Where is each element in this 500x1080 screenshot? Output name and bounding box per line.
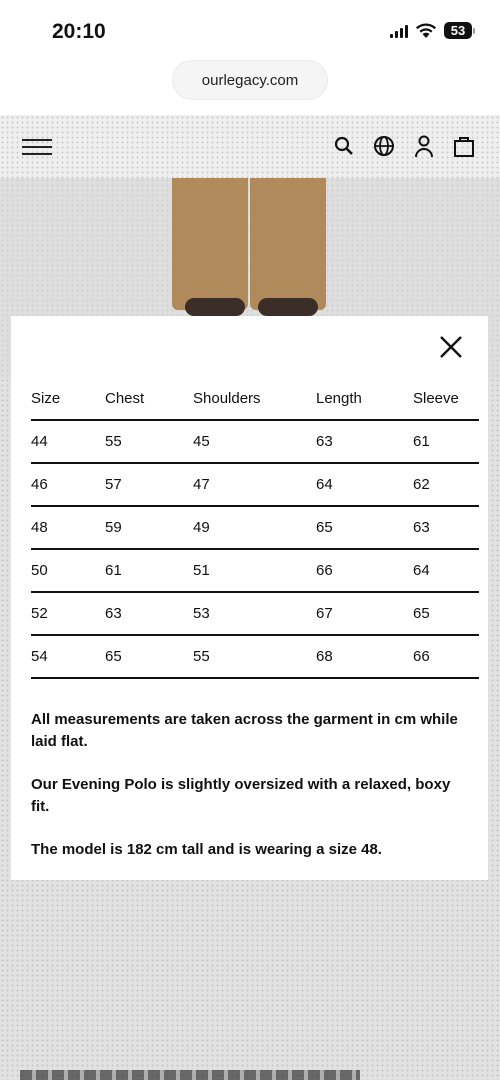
site-header: [0, 115, 500, 178]
table-row: [31, 549, 479, 592]
table-row: [31, 420, 479, 463]
header-chest: Chest: [105, 378, 193, 420]
cell-size: 48: [31, 506, 105, 549]
cell-chest: 65: [105, 635, 193, 678]
cell-shoulders: 49: [193, 506, 316, 549]
table-row: [31, 463, 479, 506]
size-table: [31, 378, 479, 679]
cell-length: 68: [316, 635, 413, 678]
globe-icon[interactable]: [372, 134, 396, 158]
search-icon[interactable]: [332, 134, 356, 158]
table-row: [31, 506, 479, 549]
battery-icon: 53: [444, 22, 472, 39]
cellular-signal-icon: [390, 24, 408, 38]
cell-size: 52: [31, 592, 105, 635]
shoe-right: [258, 298, 318, 316]
wifi-icon: [415, 23, 437, 39]
close-icon[interactable]: [438, 334, 464, 360]
cell-shoulders: 53: [193, 592, 316, 635]
table-row: [31, 592, 479, 635]
note-measurements: All measurements are taken across the garment in cm while laid flat.: [31, 711, 458, 750]
url-bar[interactable]: ourlegacy.com: [172, 60, 328, 100]
obscured-text-strip: [20, 1070, 360, 1080]
header-sleeve: Sleeve: [413, 378, 479, 420]
note-model: The model is 182 cm tall and is wearing a size 48.: [31, 841, 382, 858]
cell-length: 64: [316, 463, 413, 506]
table-header-row: [31, 378, 479, 420]
status-bar: [0, 0, 500, 115]
cell-length: 67: [316, 592, 413, 635]
trouser-leg-right: [250, 178, 326, 310]
status-icons: [390, 22, 472, 39]
cell-sleeve: 64: [413, 549, 479, 592]
cell-length: 66: [316, 549, 413, 592]
cell-size: 46: [31, 463, 105, 506]
user-icon[interactable]: [412, 134, 436, 158]
cell-sleeve: 66: [413, 635, 479, 678]
cell-size: 54: [31, 635, 105, 678]
cell-sleeve: 62: [413, 463, 479, 506]
cell-chest: 63: [105, 592, 193, 635]
cell-size: 50: [31, 549, 105, 592]
cell-length: 63: [316, 420, 413, 463]
header-shoulders: Shoulders: [193, 378, 316, 420]
trouser-leg-left: [172, 178, 248, 310]
cell-sleeve: 65: [413, 592, 479, 635]
cell-chest: 57: [105, 463, 193, 506]
cell-shoulders: 55: [193, 635, 316, 678]
hamburger-icon[interactable]: [22, 139, 52, 155]
header-length: Length: [316, 378, 413, 420]
bag-icon[interactable]: [452, 134, 476, 158]
shoe-left: [185, 298, 245, 316]
cell-chest: 59: [105, 506, 193, 549]
cell-shoulders: 47: [193, 463, 316, 506]
cell-sleeve: 63: [413, 506, 479, 549]
status-time: 20:10: [52, 20, 106, 43]
note-fit: Our Evening Polo is slightly oversized with a relaxed, boxy fit.: [31, 776, 451, 815]
cell-shoulders: 45: [193, 420, 316, 463]
header-size: Size: [31, 378, 105, 420]
size-guide-modal: [11, 316, 488, 880]
header-actions: [332, 134, 476, 158]
cell-shoulders: 51: [193, 549, 316, 592]
cell-size: 44: [31, 420, 105, 463]
cell-chest: 61: [105, 549, 193, 592]
cell-chest: 55: [105, 420, 193, 463]
table-row: [31, 635, 479, 678]
cell-sleeve: 61: [413, 420, 479, 463]
size-notes: [31, 709, 471, 882]
cell-length: 65: [316, 506, 413, 549]
